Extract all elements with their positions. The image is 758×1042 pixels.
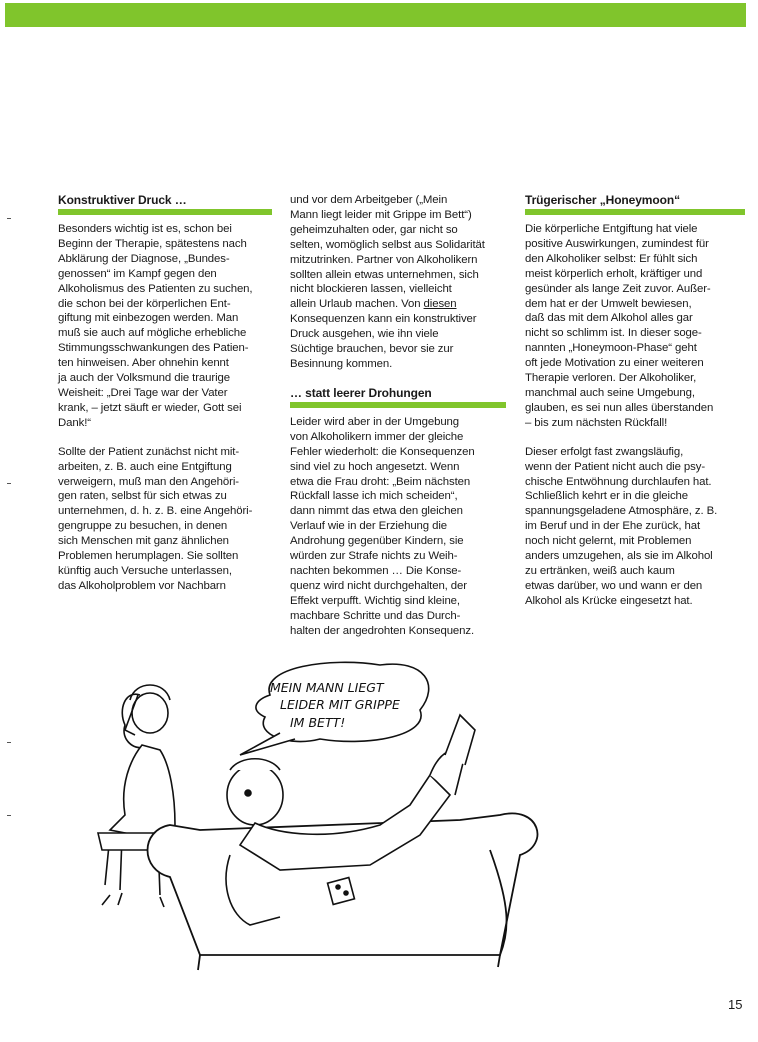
page-number: 15 xyxy=(728,997,743,1012)
paragraph: Sollte der Patient zunächst nicht mit- arbeiten, z. B. auch eine Entgiftung verweigern, muß man den Angehöri- gen raten, selbst für sich etwas zu unternehmen, d. h. z. B. eine Angehöri- gengruppe zu besuchen, in denen sich Menschen mit ganz ähnlichen Problemen herumplagen. Sie sollten künftig auch Versuche unterlassen, das Alkoholproblem vor Nachbarn xyxy=(58,445,253,592)
column-left xyxy=(58,193,272,608)
paragraph-continuation xyxy=(290,193,506,372)
cartoon-illustration xyxy=(80,655,550,975)
paragraph: Leider wird aber in der Umgebung von Alkoholikern immer der gleiche Fehler wiederholt: die Konsequenzen sind viel zu hoch angesetzt. Wenn etwa die Frau droht: „Beim nächsten Rückfall lasse ich mich scheiden“, dann nimmt das etwa den gleichen Verlauf wie in der Erziehung die Androhung gegenüber Kindern, sie würden zur Strafe nichts zu Weih- nachten bekommen … Die Konse- quenz wird nicht durchgehalten, der Effekt verpufft. Wichtig sind kleine, machbare Schritte und das Durch- halten der angedrohten Konsequenz. xyxy=(290,415,475,637)
section-heading-konstruktiver-druck: Konstruktiver Druck … xyxy=(58,193,187,207)
margin-tick xyxy=(7,815,11,816)
margin-tick xyxy=(7,218,11,219)
speech-line: LEIDER MIT GRIPPE xyxy=(280,697,400,712)
column-middle xyxy=(290,193,506,652)
underlined-word: diesen xyxy=(423,298,457,311)
paragraph: Dieser erfolgt fast zwangsläufig, wenn der Patient nicht auch die psy- chische Entwöhnung durchlaufen hat. Schließlich kehrt er in die gleiche spannungsgeladene Atmosphäre, z. B. im Beruf und in der Ehe zurück, hat noch nicht gelernt, mit Problemen anders umzugehen, als sie im Alkohol zu ertränken, weiß auch kaum etwas darüber, wo und wann er den Alkohol als Krücke eingesetzt hat. xyxy=(525,445,718,607)
top-accent-bar xyxy=(5,3,746,27)
margin-tick xyxy=(7,483,11,484)
heading-rule xyxy=(290,402,506,408)
heading-rule xyxy=(58,209,272,215)
heading-rule xyxy=(525,209,745,215)
margin-tick xyxy=(7,742,11,743)
paragraph: Die körperliche Entgiftung hat viele positive Auswirkungen, zumindest für den Alkoholiker selbst: Er fühlt sich meist körperlich erholt, kräftiger und gesünder als lange Zeit zuvor. Außer- dem hat er der Umwelt bewiesen, daß das mit dem Alkohol alles gar nicht so schlimm ist. In dieser soge- nannten „Honeymoon-Phase“ geht oft jede Motivation zu einer weiteren Therapie verloren. Der Alkoholiker, manchmal auch seine Umgebung, glauben, es sei nun alles überstanden – bis zum nächsten Rückfall! xyxy=(525,223,714,429)
column-right xyxy=(525,193,745,623)
section-heading-truegerischer-honeymoon: Trügerischer „Honeymoon“ xyxy=(525,193,680,207)
speech-bubble xyxy=(240,662,429,755)
text-run: Konsequenzen kann ein konstruktiver Druck ausgehen, wie ihn viele Süchtige brauchen, bevor sie zur Besinnung kommen. xyxy=(290,313,477,370)
text-run: und vor dem Arbeitgeber („Mein Mann liegt leider mit Grippe im Bett“) geheimzuhalten oder, gar nicht so selten, womöglich selbst aus Solidarität mitzutrinken. Partner von Alkoholikern sollten allein etwas unternehmen, sich nicht blockieren lassen, vielleicht allein Urlaub machen. Von xyxy=(290,194,485,311)
paragraph: Besonders wichtig ist es, schon bei Beginn der Therapie, spätestens nach Abklärung der Diagnose, „Bundes- genossen“ im Kampf gegen den Alkoholismus des Patienten zu suchen, die schon bei der körperlichen Ent- giftung mit einbezogen werden. Man muß sie auch auf mögliche erhebliche Stimmungsschwankungen des Patien- ten hinweisen. Aber ohnehin kennt ja auch der Volksmund die traurige Weisheit: „Drei Tage war der Vater krank, – jetzt säuft er wieder, Gott sei Dank!“ xyxy=(58,223,253,429)
section-heading-statt-leerer-drohungen: … statt leerer Drohungen xyxy=(290,385,432,400)
speech-line: IM BETT! xyxy=(290,715,346,730)
speech-line: MEIN MANN LIEGT xyxy=(270,680,384,695)
